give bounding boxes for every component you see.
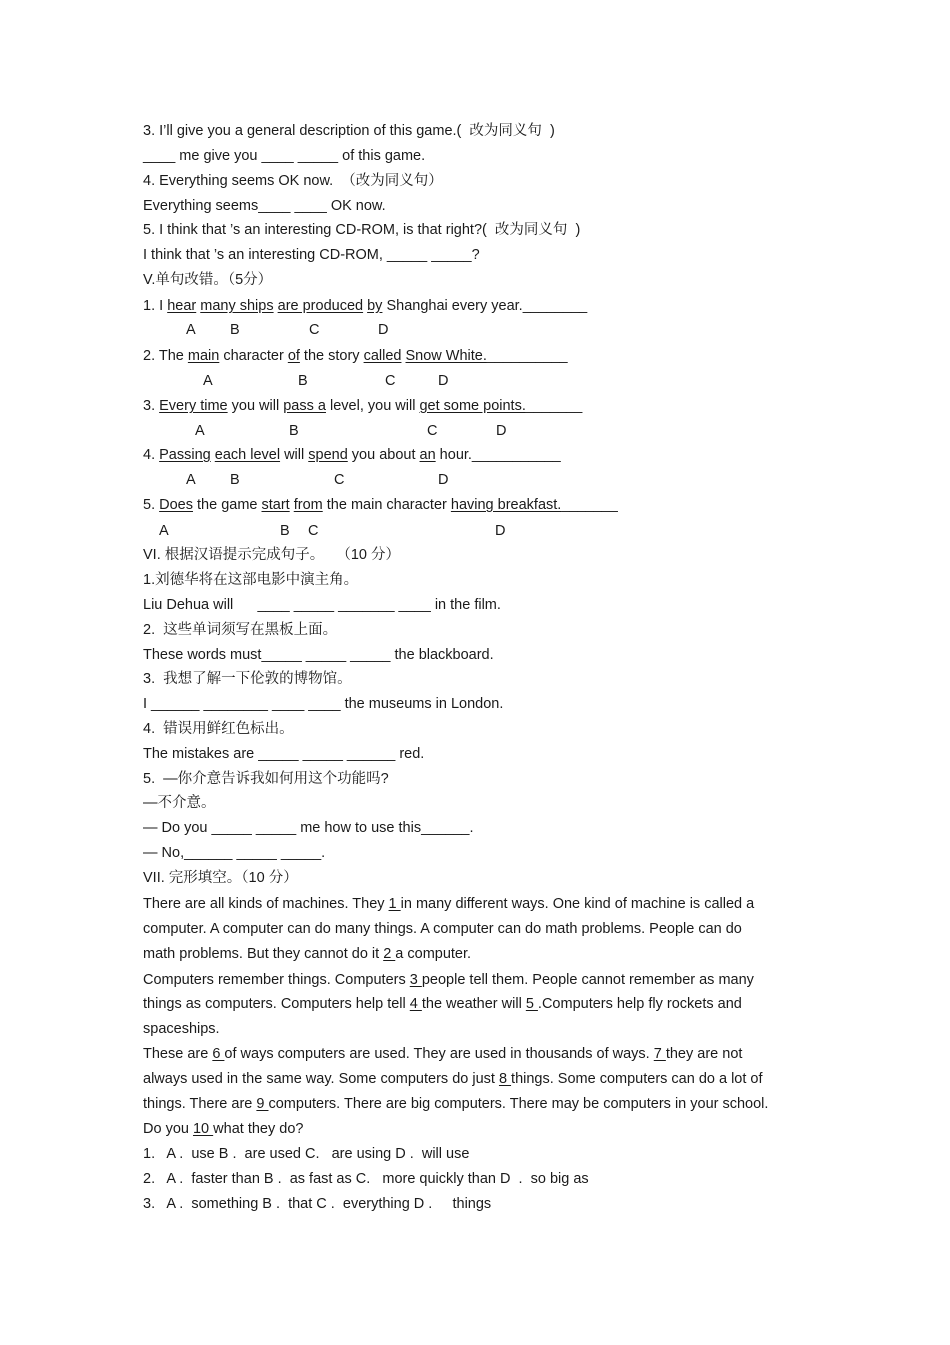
error-item-2: 2. The main character of the story called Snow White.__________ <box>143 348 568 364</box>
error-letter: B <box>289 423 299 439</box>
cloze-options-3: 3. A . something B . that C . everything D . things <box>143 1196 492 1212</box>
passage-line: Do you 10 what they do? <box>143 1121 304 1137</box>
error-item-4: 4. Passing each level will spend you about an hour.___________ <box>143 447 561 463</box>
error-letter: B <box>230 472 240 488</box>
rewrite-q4: 4. Everything seems OK now. （改为同义句） <box>143 173 443 189</box>
error-letter: A <box>159 523 169 539</box>
translate-q5-cn: 5. —你介意告诉我如何用这个功能吗? <box>143 771 389 787</box>
passage-line: things as computers. Computers help tell 4 the weather will 5 .Computers help fly rockets and <box>143 996 742 1012</box>
error-item-1: 1. I hear many ships are produced by Shanghai every year.________ <box>143 298 588 314</box>
error-letter: C <box>427 423 438 439</box>
error-letter: D <box>438 373 449 389</box>
rewrite-q5-answer: I think that ’s an interesting CD-ROM, _____ _____? <box>143 247 480 263</box>
rewrite-q3-answer: ____ me give you ____ _____ of this game. <box>143 148 426 164</box>
passage-line: Computers remember things. Computers 3 people tell them. People cannot remember as many <box>143 972 754 988</box>
error-letter: D <box>495 523 506 539</box>
translate-q3-en: I ______ ________ ____ ____ the museums in London. <box>143 696 504 712</box>
error-letter: A <box>186 472 196 488</box>
translate-q4-cn: 4. 错误用鲜红色标出。 <box>143 721 294 737</box>
translate-q1-en: Liu Dehua will ____ _____ _______ ____ in the film. <box>143 597 501 613</box>
section-v-title: V.单句改错。（5分） <box>143 272 273 288</box>
error-letter: B <box>230 322 240 338</box>
translate-q2-en: These words must_____ _____ _____ the blackboard. <box>143 647 494 663</box>
rewrite-q3: 3. I’ll give you a general description of this game.( 改为同义句 ) <box>143 123 555 139</box>
passage-line: computer. A computer can do many things. A computer can do math problems. People can do <box>143 921 742 937</box>
error-letter: A <box>195 423 205 439</box>
cloze-options-2: 2. A . faster than B . as fast as C. more quickly than D . so big as <box>143 1171 589 1187</box>
error-letter: C <box>308 523 319 539</box>
passage-line: These are 6 of ways computers are used. They are used in thousands of ways. 7 they are not <box>143 1046 743 1062</box>
translate-q3-cn: 3. 我想了解一下伦敦的博物馆。 <box>143 671 352 687</box>
error-item-5: 5. Does the game start from the main character having breakfast._______ <box>143 497 618 513</box>
translate-q5-cn-reply: —不介意。 <box>143 795 216 811</box>
error-letter: D <box>378 322 389 338</box>
rewrite-q5: 5. I think that ’s an interesting CD-ROM, is that right?( 改为同义句 ) <box>143 222 581 238</box>
rewrite-q4-answer: Everything seems____ ____ OK now. <box>143 198 386 214</box>
error-letter: D <box>438 472 449 488</box>
translate-q1-cn: 1.刘德华将在这部电影中演主角。 <box>143 572 359 588</box>
error-letter: C <box>385 373 396 389</box>
error-item-3: 3. Every time you will pass a level, you will get some points._______ <box>143 398 583 414</box>
translate-q5-en: — Do you _____ _____ me how to use this______. <box>143 820 474 836</box>
passage-line: things. There are 9 computers. There are big computers. There may be computers in your school. <box>143 1096 769 1112</box>
passage-line: math problems. But they cannot do it 2 a computer. <box>143 946 472 962</box>
translate-q4-en: The mistakes are _____ _____ ______ red. <box>143 746 425 762</box>
error-letter: A <box>186 322 196 338</box>
error-letter: B <box>280 523 290 539</box>
passage-line: spaceships. <box>143 1021 220 1037</box>
cloze-options-1: 1. A . use B . are used C. are using D . will use <box>143 1146 470 1162</box>
error-letter: D <box>496 423 507 439</box>
translate-q5-en-reply: — No,______ _____ _____. <box>143 845 326 861</box>
error-letter: C <box>334 472 345 488</box>
section-vi-title: VI. 根据汉语提示完成句子。 （10 分） <box>143 547 400 563</box>
section-vii-title: VII. 完形填空。（10 分） <box>143 870 298 886</box>
error-letter: C <box>309 322 320 338</box>
translate-q2-cn: 2. 这些单词须写在黑板上面。 <box>143 622 338 638</box>
error-letter: A <box>203 373 213 389</box>
passage-line: There are all kinds of machines. They 1 in many different ways. One kind of machine is called a <box>143 896 755 912</box>
error-letter: B <box>298 373 308 389</box>
passage-line: always used in the same way. Some computers do just 8 things. Some computers can do a lot of <box>143 1071 763 1087</box>
